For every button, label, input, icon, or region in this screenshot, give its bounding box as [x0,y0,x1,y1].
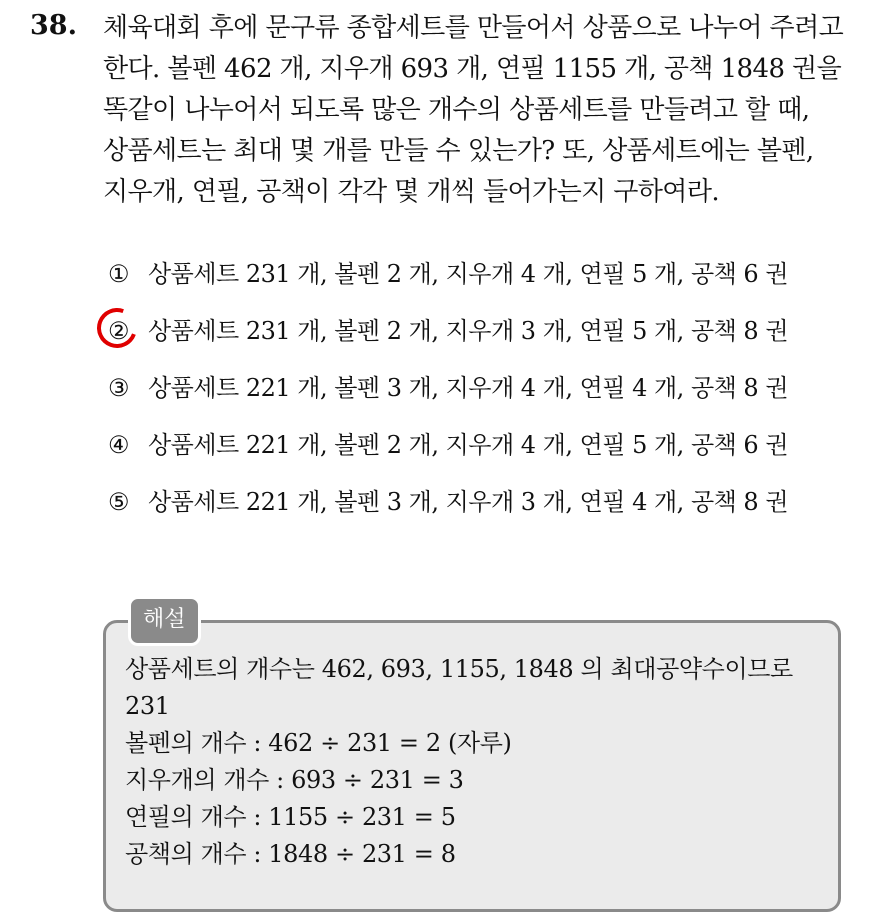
choice-marker: ⑤ [108,488,130,516]
solution-line: 231 [125,692,170,720]
choice-1[interactable] [108,254,868,311]
solution-tag: 해설 [128,596,201,646]
choice-4[interactable] [108,425,868,482]
question-line: 지우개, 연필, 공책이 각각 몇 개씩 들어가는지 구하여라. [103,177,719,207]
choice-marker: ① [108,260,130,288]
question-line: 체육대회 후에 문구류 종합세트를 만들어서 상품으로 나누어 주려고 [103,13,844,43]
solution-line: 공책의 개수 : 1848 ÷ 231 = 8 [125,840,456,868]
choice-text: 상품세트 231 개, 볼펜 2 개, 지우개 4 개, 연필 5 개, 공책 6 권 [148,260,789,288]
choice-3[interactable] [108,368,868,425]
choice-marker: ④ [108,431,130,459]
choice-text: 상품세트 221 개, 볼펜 2 개, 지우개 4 개, 연필 5 개, 공책 6 권 [148,431,789,459]
question-line: 상품세트는 최대 몇 개를 만들 수 있는가? 또, 상품세트에는 볼펜, [103,136,814,166]
choice-text: 상품세트 221 개, 볼펜 3 개, 지우개 4 개, 연필 4 개, 공책 8 권 [148,374,789,402]
choice-5[interactable] [108,482,868,539]
question-line: 똑같이 나누어서 되도록 많은 개수의 상품세트를 만들려고 할 때, [103,95,810,125]
answer-choices [108,254,868,539]
question-text [103,8,863,213]
solution-line: 상품세트의 개수는 462, 693, 1155, 1848 의 최대공약수이므로 [125,655,793,683]
solution-line: 볼펜의 개수 : 462 ÷ 231 = 2 (자루) [125,729,512,757]
question-number: 38. [30,10,77,41]
choice-2[interactable] [108,311,868,368]
question-line: 한다. 볼펜 462 개, 지우개 693 개, 연필 1155 개, 공책 1848 권을 [103,54,842,84]
choice-text: 상품세트 231 개, 볼펜 2 개, 지우개 3 개, 연필 5 개, 공책 8 권 [148,317,789,345]
solution-text [125,651,835,873]
solution-line: 지우개의 개수 : 693 ÷ 231 = 3 [125,766,464,794]
choice-marker: ③ [108,374,130,402]
solution-line: 연필의 개수 : 1155 ÷ 231 = 5 [125,803,456,831]
choice-text: 상품세트 221 개, 볼펜 3 개, 지우개 3 개, 연필 4 개, 공책 8 권 [148,488,789,516]
choice-marker: ② [108,317,130,345]
